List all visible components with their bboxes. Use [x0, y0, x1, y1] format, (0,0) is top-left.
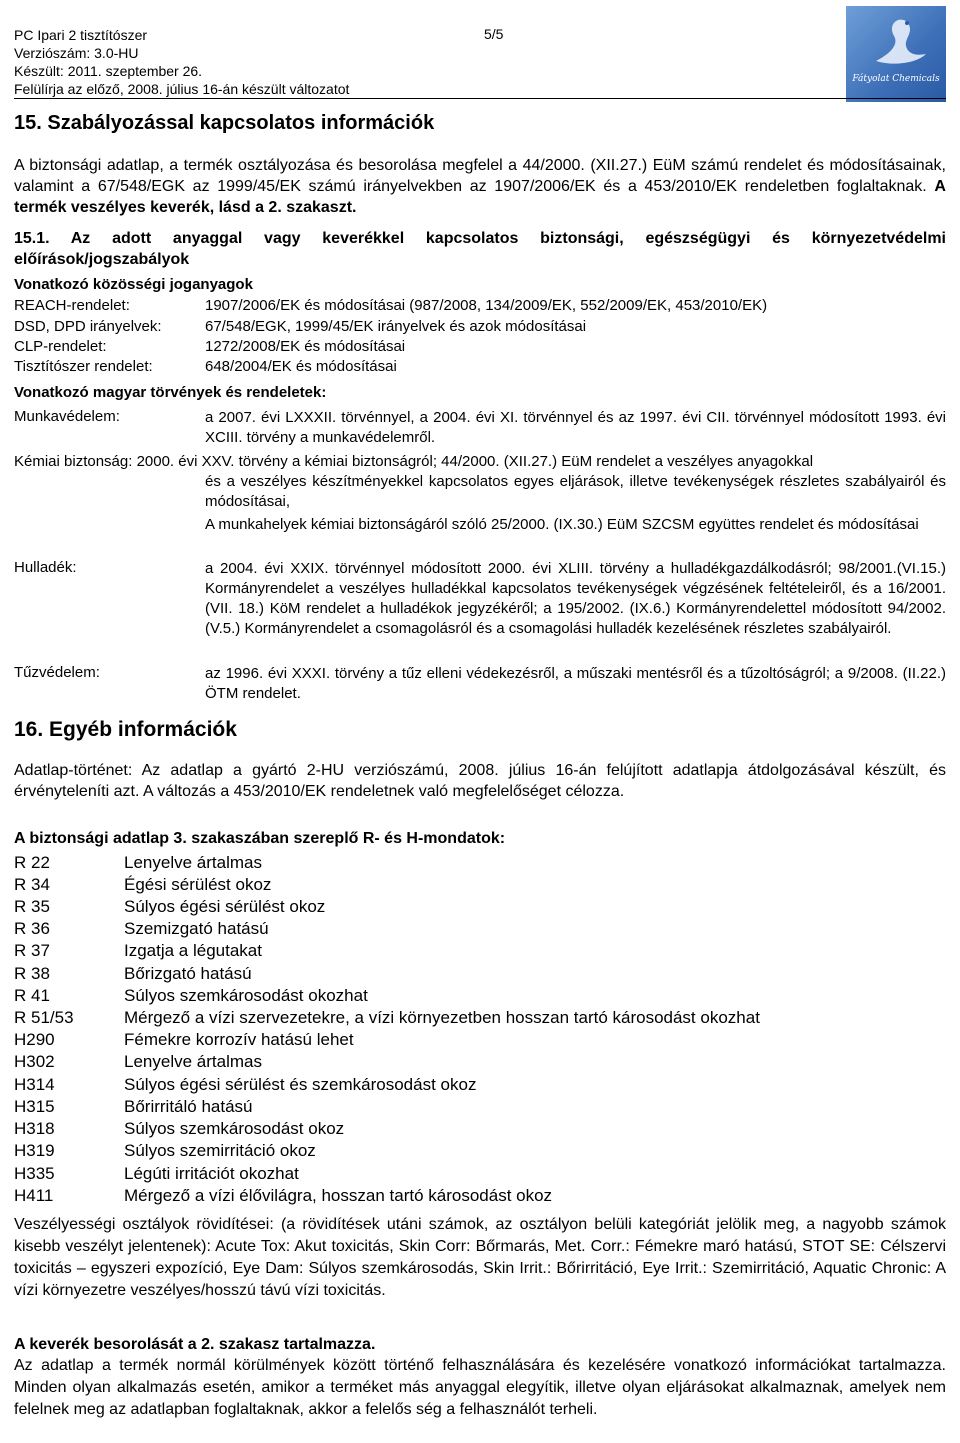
phrase-code: H314: [14, 1075, 55, 1094]
page-number: 5/5: [484, 26, 504, 42]
intro-text: A biztonsági adatlap, a termék osztályozása és besorolása megfelel a 44/2000. (XII.27.) EüM számú rendelet és módosításainak, valamint a 67/548/EGK az 1999/45/EK számú irányelvekben az 1907/2006/EK és a 453/2010/EK rendeletben foglaltaknak.: [14, 157, 946, 195]
intro-bold: A termék veszélyes keverék, lásd a 2. szakaszt.: [14, 178, 946, 216]
eu-value-clp: 1272/2008/EK és módosításai: [205, 338, 406, 355]
phrase-code: R 35: [14, 897, 50, 916]
eu-value-detergent: 648/2004/EK és módosításai: [205, 358, 397, 375]
phrase-code: R 38: [14, 964, 50, 983]
section-15-title: 15. Szabályozással kapcsolatos információk: [14, 112, 435, 134]
section-16-title: 16. Egyéb információk: [14, 718, 237, 741]
waste-label: Hulladék:: [14, 559, 77, 576]
phrase-code: R 41: [14, 986, 50, 1005]
fire-label: Tűzvédelem:: [14, 664, 100, 681]
eu-value-dsd: 67/548/EGK, 1999/45/EK irányelvek és azok módosításai: [205, 318, 587, 335]
phrase-text: Súlyos égési sérülést és szemkárosodást okoz: [124, 1075, 477, 1094]
work-safety-label: Munkavédelem:: [14, 408, 120, 425]
phrase-code: H290: [14, 1030, 55, 1049]
subsection-15-1-title: 15.1. Az adott anyaggal vagy keverékkel kapcsolatos biztonsági, egészségügyi és környezetvédelmi előírások/jogszabályok: [14, 230, 946, 268]
logo-text: Fátyolat Chemicals: [852, 74, 940, 84]
classification-note: A keverék besorolását a 2. szakasz tartalmazza.: [14, 1336, 376, 1353]
phrase-text: Súlyos szemkárosodást okozhat: [124, 986, 368, 1005]
product-name: PC Ipari 2 tisztítószer: [14, 27, 148, 43]
chem-safety-2: A munkahelyek kémiai biztonságáról szóló 25/2000. (IX.30.) EüM SZCSM együttes rendelet és módosításai: [205, 516, 919, 533]
eu-label-clp: CLP-rendelet:: [14, 338, 107, 355]
phrase-text: Súlyos égési sérülést okoz: [124, 897, 326, 916]
phrases-heading: A biztonsági adatlap 3. szakaszában szereplő R- és H-mondatok:: [14, 830, 506, 847]
eu-label-reach: REACH-rendelet:: [14, 297, 130, 314]
history: Adatlap-történet: Az adatlap a gyártó 2-HU verziószámú, 2008. július 16-án felújított adatlapja átdolgozásával készült, és érvényteleníti azt. A változás a 453/2010/EK rendeletnek való megfelelőséget célozza.: [14, 762, 946, 800]
phrase-text: Lenyelve ártalmas: [124, 853, 262, 872]
phrase-code: R 36: [14, 919, 50, 938]
hazard-abbreviations: Veszélyességi osztályok rövidítései: (a rövidítések utáni számok, az osztályon belüli kategóriát jelölik meg, a nagyobb számok kisebb veszélyt jelentenek): Acute Tox: Akut toxicitás, Skin Corr: Bőrmarás, Met. Corr.: Fémekre maró hatású, STOT SE: Célszervi toxicitás – egyszeri expozíció, Eye Dam: Súlyos szemkárosodás, Skin Irrit.: Bőrirritáció, Eye Irrit.: Szemirritáció, Aquatic Chronic: A vízi környezetre veszélyes/hosszú távú vízi toxicitás.: [14, 1216, 946, 1299]
phrase-code: H319: [14, 1141, 55, 1160]
chem-safety-line: Kémiai biztonság: 2000. évi XXV. törvény a kémiai biztonságról; 44/2000. (XII.27.) EüM rendelet a veszélyes anyagokkal: [14, 453, 814, 470]
phrase-text: Szemizgató hatású: [124, 919, 269, 938]
created-date: Készült: 2011. szeptember 26.: [14, 63, 203, 79]
page-header: [14, 20, 946, 100]
eu-label-dsd: DSD, DPD irányelvek:: [14, 318, 162, 335]
phrase-code: H335: [14, 1164, 55, 1183]
hu-heading: Vonatkozó magyar törvények és rendeletek:: [14, 384, 327, 401]
version: Verziószám: 3.0-HU: [14, 45, 139, 61]
waste-value: a 2004. évi XXIX. törvénnyel módosított 2000. évi XLIII. törvény a hulladékgazdálkodásról; 98/2001.(VI.15.) Kormányrendelet a veszélyes hulladékkal kapcsolatos tevékenységek végzésének feltételeiről, és a 16/2001. (VII. 18.) KöM rendelet a hulladékok jegyzékéről; a 195/2002. (IX.6.) Kormányrendelettel módosított 94/2002. (V.5.) Kormányrendelet a csomagolásról és a csomagolási hulladék kezelésének részletes szabályairól.: [205, 560, 946, 637]
phrase-text: Fémekre korrozív hatású lehet: [124, 1030, 354, 1049]
phrase-code: R 22: [14, 853, 50, 872]
work-safety-value: a 2007. évi LXXXII. törvénnyel, a 2004. évi XI. törvénnyel és az 1997. évi CII. törvénnyel módosított 1993. évi XCIII. törvény a munkavédelemről.: [205, 409, 946, 446]
eu-label-detergent: Tisztítószer rendelet:: [14, 358, 153, 375]
eu-value-reach: 1907/2006/EK és módosításai (987/2008, 134/2009/EK, 552/2009/EK, 453/2010/EK): [205, 297, 768, 314]
header-rule: [14, 98, 946, 99]
phrase-text: Légúti irritációt okozhat: [124, 1164, 299, 1183]
eu-heading: Vonatkozó közösségi joganyagok: [14, 276, 253, 293]
phrase-text: Mérgező a vízi élővilágra, hosszan tartó károsodást okoz: [124, 1186, 553, 1205]
phrase-code: R 51/53: [14, 1008, 74, 1027]
phrase-text: Égési sérülést okoz: [124, 875, 272, 894]
phrase-text: Súlyos szemkárosodást okoz: [124, 1119, 345, 1138]
phrase-text: Bőrirritáló hatású: [124, 1097, 253, 1116]
phrase-text: Súlyos szemirritáció okoz: [124, 1141, 316, 1160]
phrase-code: H302: [14, 1052, 55, 1071]
chem-safety-cont: és a veszélyes készítményekkel kapcsolatos egyes eljárások, illetve tevékenységek részletes szabályairól és módosításai,: [205, 473, 946, 510]
phrase-code: H315: [14, 1097, 55, 1116]
phrase-text: Bőrizgató hatású: [124, 964, 252, 983]
phrase-text: Mérgező a vízi szervezetekre, a vízi környezetben hosszan tartó károsodást okozhat: [124, 1008, 760, 1027]
phrase-code: H318: [14, 1119, 55, 1138]
closing-note: Az adatlap a termék normál körülmények között történő felhasználására és kezelésére vonatkozó információkat tartalmazza. Minden olyan alkalmazás esetén, amikor a terméket más anyaggal elegyítik, illetve olyan eljárásokat alkalmaznak, amelyek nem felelnek meg az adatlapban foglaltaknak, akkor a felelős ség a felhasználót terheli.: [14, 1357, 946, 1418]
section-15-intro: [14, 155, 946, 218]
company-logo: [846, 6, 946, 102]
phrase-text: Lenyelve ártalmas: [124, 1052, 262, 1071]
phrase-text: Izgatja a légutakat: [124, 941, 262, 960]
supersedes-note: Felülírja az előző, 2008. július 16-án készült változatot: [14, 81, 350, 97]
phrase-code: R 37: [14, 941, 50, 960]
fire-value: az 1996. évi XXXI. törvény a tűz elleni védekezésről, a műszaki mentésről és a tűzoltóságról; a 9/2008. (II.22.) ÖTM rendelet.: [205, 665, 946, 702]
phrase-code: H411: [14, 1186, 54, 1205]
phrase-code: R 34: [14, 875, 50, 894]
